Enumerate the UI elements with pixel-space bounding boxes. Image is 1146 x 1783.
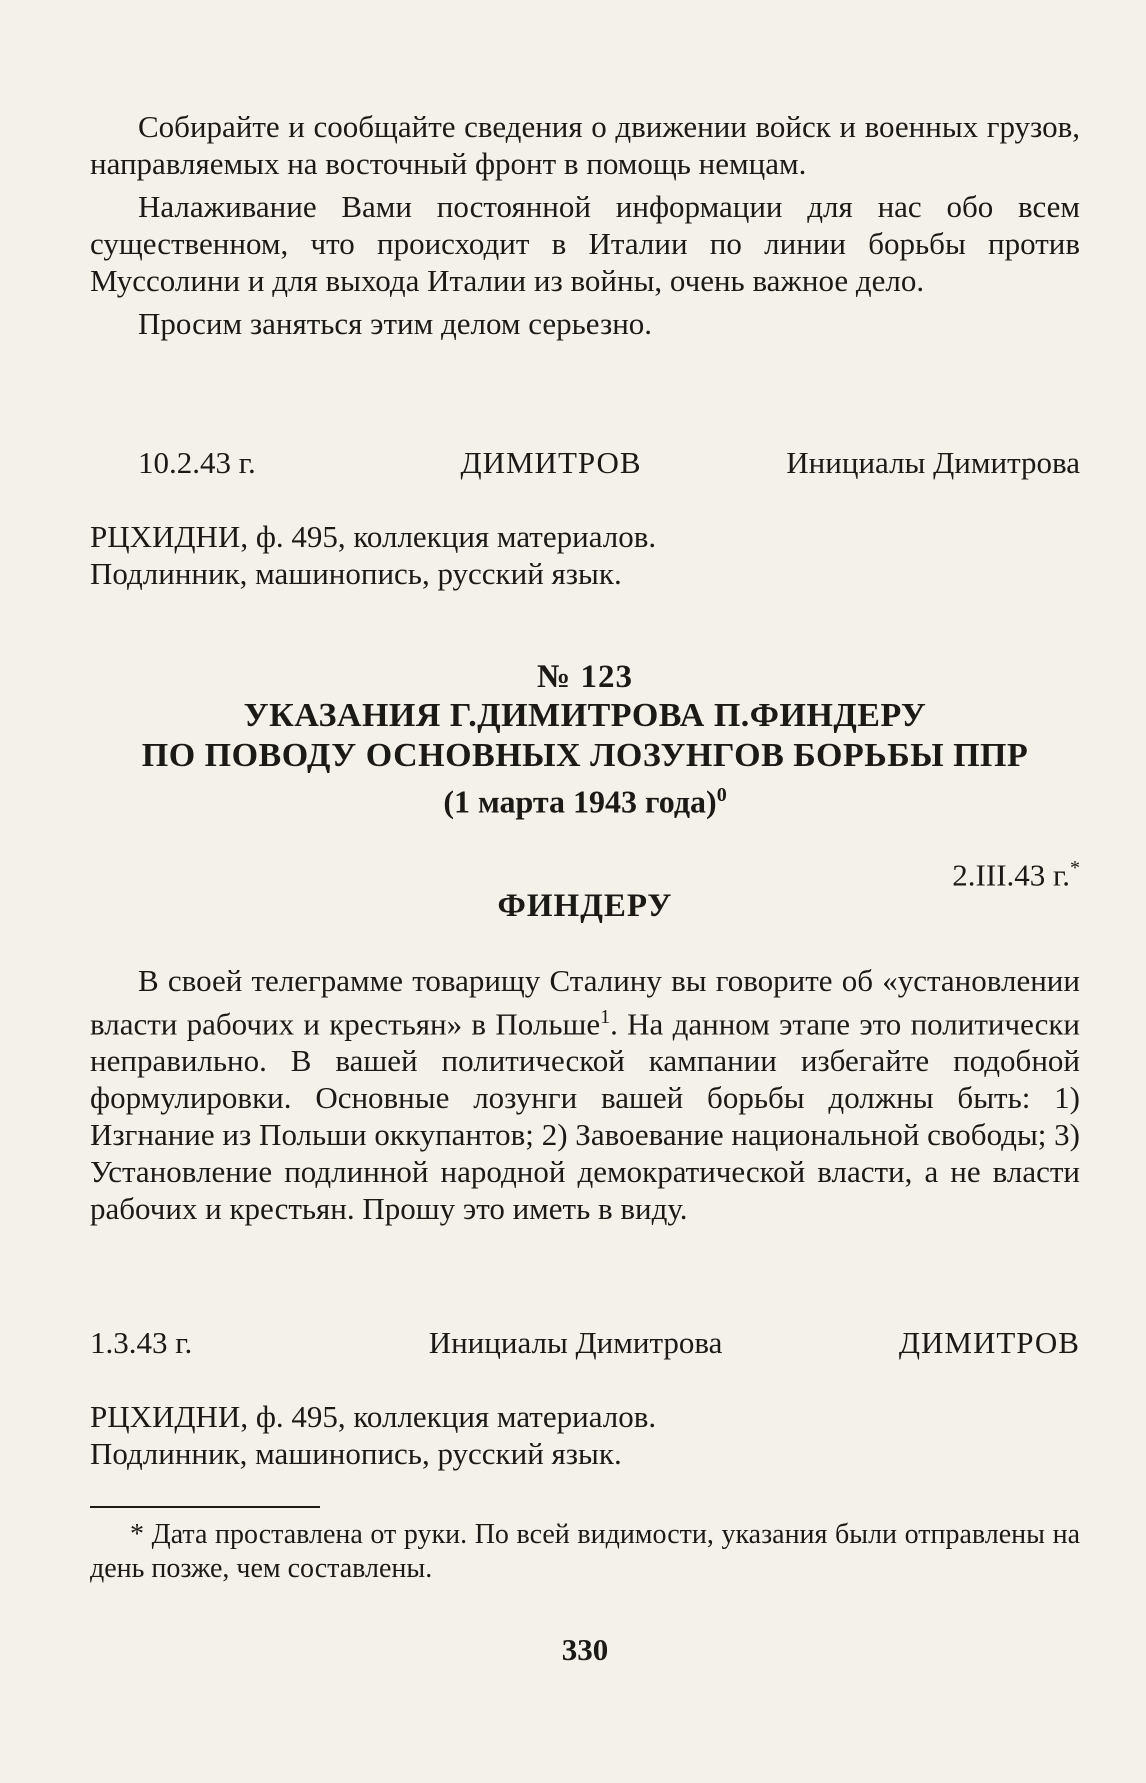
signature-note: Инициалы Димитрова: [786, 445, 1080, 480]
top-text-block: [90, 108, 1080, 342]
footnote-mark: *: [130, 1519, 144, 1550]
archive-reference: РЦХИДНИ, ф. 495, коллекция материалов.: [90, 519, 657, 554]
document-header: [90, 658, 1080, 821]
right-date-text: 2.III.43 г.: [952, 857, 1070, 893]
signature-name: ДИМИТРОВ: [460, 445, 642, 480]
paragraph: [90, 962, 1080, 1227]
page-number: 330: [561, 1632, 609, 1667]
document-number: № 123: [537, 659, 633, 695]
signature-date: 1.3.43 г.: [90, 1325, 193, 1360]
date-mark: 0: [716, 784, 727, 806]
footnote-ref: 1: [600, 1006, 611, 1028]
document-title-line: УКАЗАНИЯ Г.ДИМИТРОВА П.ФИНДЕРУ: [243, 697, 927, 734]
signature-line: [90, 1324, 1080, 1361]
signature-line: [90, 444, 1080, 481]
footnote-text: [90, 1518, 1080, 1586]
archive-reference: РЦХИДНИ, ф. 495, коллекция материалов.: [90, 1399, 657, 1434]
body-text: . На данном этапе это политически неправильно. В вашей политической кампании избегайте подобной формулировки. Основные лозунги вашей борьбы должны быть: 1) Изгнание из Польши оккупантов; 2) Завоевание национальной свободы; 3) Установление подлинной народной демократической власти, а не власти рабочих и крестьян. Прошу это иметь в виду.: [90, 1006, 1081, 1227]
footnote-mark: *: [1070, 857, 1080, 879]
document-date-text: (1 марта 1943 года): [443, 783, 717, 820]
footnote: [90, 1518, 1080, 1586]
signature-name: ДИМИТРОВ: [898, 1325, 1080, 1360]
document-description: Подлинник, машинопись, русский язык.: [90, 556, 622, 591]
footnote-divider: [90, 1506, 1080, 1508]
source-reference: [90, 518, 1080, 592]
paragraph: Собирайте и сообщайте сведения о движении войск и военных грузов, направляемых на восточный фронт в помощь немцам.: [90, 109, 1080, 181]
footnote-body: Дата проставлена от руки. По всей видимости, указания были отправлены на день позже, чем составлены.: [90, 1519, 1080, 1584]
document-title-line: ПО ПОВОДУ ОСНОВНЫХ ЛОЗУНГОВ БОРЬБЫ ППР: [141, 737, 1029, 774]
body-text: В своей телеграмме товарищу Сталину вы говорите об «установлении власти рабочих и крестьян» в Польше: [90, 963, 1080, 1042]
paragraph: Просим заняться этим делом серьезно.: [138, 306, 653, 341]
document-description: Подлинник, машинопись, русский язык.: [90, 1436, 622, 1471]
source-reference: [90, 1398, 1080, 1472]
signature-note: Инициалы Димитрова: [428, 1325, 723, 1360]
document-body: [90, 962, 1080, 1227]
signature-date: 10.2.43 г.: [138, 445, 256, 480]
addressee: ФИНДЕРУ: [497, 888, 673, 924]
document-date: [90, 776, 1080, 821]
divider-line: [90, 1506, 320, 1508]
paragraph: Налаживание Вами постоянной информации для нас обо всем существенном, что происходит в Италии по линии борьбы против Муссолини и для выхода Италии из войны, очень важное дело.: [90, 189, 1080, 298]
